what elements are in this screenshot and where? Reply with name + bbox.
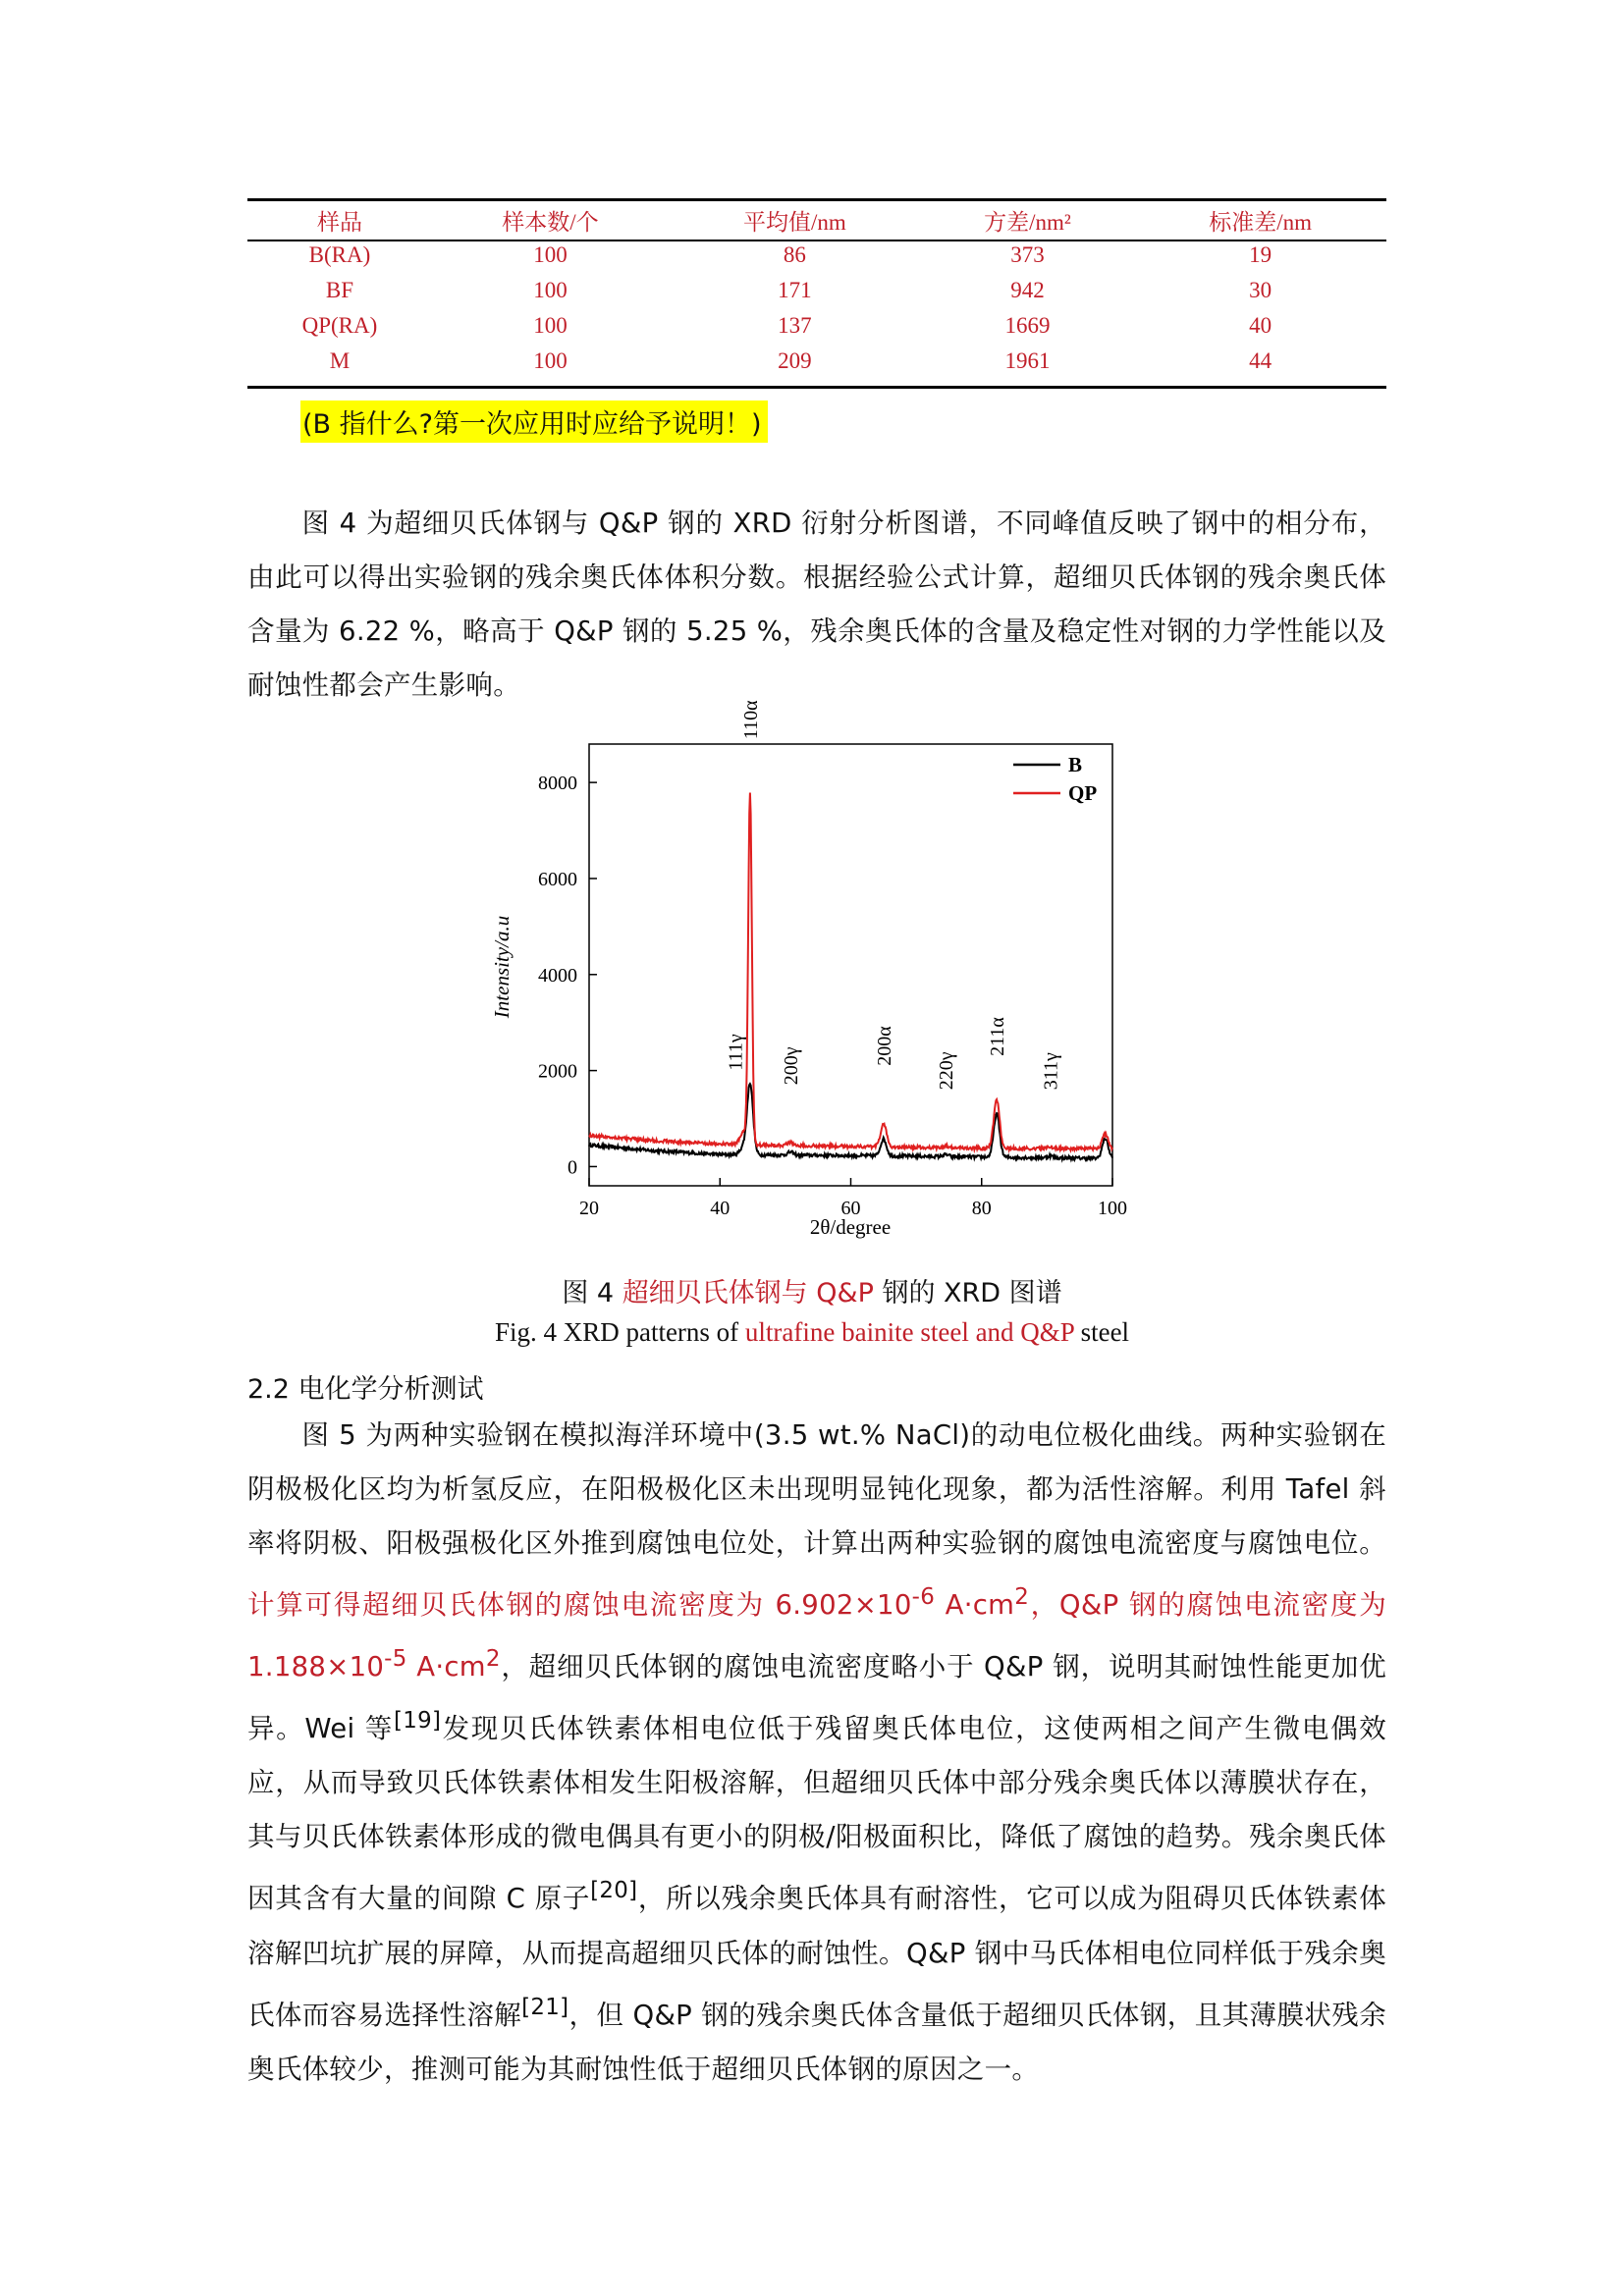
table-row (247, 238, 1386, 273)
table-header: 平均值/nm (743, 209, 846, 235)
citation: [20] (590, 1878, 638, 1904)
section-heading: 2.2 电化学分析测试 (247, 1374, 484, 1405)
table-cell: 40 (1249, 313, 1272, 338)
highlight-text: A·cm (406, 1651, 486, 1683)
y-axis-label: Intensity/a.u (490, 915, 514, 1019)
table-header: 样本数/个 (502, 209, 599, 235)
caption-cn-highlight: 超细贝氏体钢与 Q&P (622, 1278, 874, 1308)
figure-caption-cn (0, 1271, 1624, 1309)
y-tick-label: 8000 (538, 773, 577, 795)
table-cell: 100 (533, 348, 568, 373)
table-row (247, 344, 1386, 379)
x-tick-label: 100 (1098, 1198, 1127, 1219)
peak-label: 220γ (936, 1051, 958, 1091)
paragraph-text: ，超细贝氏体钢的腐蚀电流密度略小于 Q&P 钢，说明其耐蚀性能更加优异。Wei 等 (247, 1651, 1386, 1745)
superscript: 2 (485, 1646, 501, 1673)
x-axis-label: 2θ/degree (809, 1215, 892, 1239)
caption-cn-suffix: 钢的 XRD 图谱 (873, 1278, 1062, 1308)
caption-cn-prefix: 图 4 (562, 1278, 623, 1308)
table-row (247, 308, 1386, 344)
table-cell: 209 (778, 348, 812, 373)
table-top-rule (247, 198, 1386, 201)
x-tick-label: 20 (579, 1198, 599, 1219)
series-lines (589, 793, 1112, 1160)
table-header-rule (247, 240, 1386, 241)
table-cell: 100 (533, 242, 568, 267)
paragraph-text: ，但 Q&P 钢的残余奥氏体含量低于超细贝氏体钢，且其薄膜状残余奥氏体较少，推测可能为其耐蚀性低于超细贝氏体钢的原因之一。 (247, 1999, 1386, 2085)
highlight-text: A·cm (935, 1589, 1015, 1622)
y-tick-label: 2000 (538, 1060, 577, 1083)
table-cell: 100 (533, 278, 568, 302)
caption-en-highlight: ultrafine bainite steel and Q&P (744, 1317, 1074, 1347)
reviewer-note: (B 指什么?第一次应用时应给予说明！) (300, 400, 768, 443)
table-cell: BF (325, 278, 354, 302)
highlight-text: 计算可得超细贝氏体钢的腐蚀电流密度为 6.902×10 (247, 1589, 912, 1622)
paragraph-text: 图 4 为超细贝氏体钢与 Q&P 钢的 XRD 衍射分析图谱，不同峰值反映了钢中的相分布，由此可以得出实验钢的残余奥氏体体积分数。根据经验公式计算，超细贝氏体钢的残余奥氏体含量为 6.22 %，略高于 Q&P 钢的 5.25 %，残余奥氏体的含量及稳定性对钢的力学性能以及耐蚀性都会产生影响。 (247, 507, 1386, 701)
table-cell: 100 (533, 313, 568, 338)
x-axis (579, 1178, 1127, 1219)
peak-labels (726, 700, 1062, 1090)
table-cell: 19 (1249, 242, 1272, 267)
legend-label-b: B (1068, 753, 1083, 776)
x-tick-label: 60 (840, 1198, 861, 1219)
x-tick-label: 40 (710, 1198, 731, 1219)
y-tick-label: 0 (568, 1156, 577, 1179)
table-header: 方差/nm² (984, 209, 1071, 235)
table-cell: M (329, 348, 351, 373)
table-cell: 86 (783, 242, 806, 267)
figure-caption-en (0, 1317, 1624, 1348)
legend-label-qp: QP (1068, 781, 1098, 805)
peak-label: 311γ (1040, 1052, 1062, 1091)
peak-label: 211α (987, 1017, 1009, 1056)
table-bottom-rule (247, 386, 1386, 389)
highlight-text: ，Q&P 钢的腐蚀电流密度为 1.188×10 (247, 1589, 1386, 1683)
peak-label: 111γ (725, 1034, 747, 1071)
table-cell: 1961 (1004, 348, 1051, 373)
table-header-row (247, 202, 1386, 238)
legend (1013, 753, 1097, 805)
table-cell: 1669 (1004, 313, 1051, 338)
y-tick-label: 4000 (538, 964, 577, 987)
table-header: 标准差/nm (1209, 209, 1312, 235)
caption-en-prefix: Fig. 4 XRD patterns of (494, 1317, 745, 1347)
peak-label: 200α (873, 1026, 895, 1066)
table-cell: 44 (1249, 348, 1272, 373)
superscript: -6 (911, 1584, 936, 1610)
table-cell: 942 (1010, 278, 1045, 302)
series-line-qp (589, 793, 1112, 1150)
plot-frame (589, 744, 1112, 1186)
citation: [19] (393, 1708, 442, 1735)
table-cell: 373 (1010, 242, 1045, 267)
superscript: -5 (384, 1646, 407, 1673)
xrd-chart (471, 700, 1159, 1252)
y-tick-label: 6000 (538, 868, 577, 890)
superscript: 2 (1014, 1584, 1030, 1610)
peak-label: 200γ (781, 1046, 803, 1086)
caption-en-suffix: steel (1073, 1317, 1130, 1347)
table-cell: QP(RA) (301, 313, 378, 338)
table-cell: 137 (778, 313, 812, 338)
table-header: 样品 (316, 209, 362, 235)
peak-label: 110α (739, 700, 762, 740)
x-tick-label: 80 (971, 1198, 992, 1219)
table-row (247, 273, 1386, 308)
paragraph-text: 发现贝氏体铁素体相电位低于残留奥氏体电位，这使两相之间产生微电偶效应，从而导致贝氏体铁素体相发生阳极溶解，但超细贝氏体中部分残余奥氏体以薄膜状存在，其与贝氏体铁素体形成的微电偶具有更小的阴极/阳极面积比，降低了腐蚀的趋势。残余奥氏体因其含有大量的间隙 C 原子 (247, 1713, 1386, 1915)
paragraph-text: 图 5 为两种实验钢在模拟海洋环境中(3.5 wt.% NaCl)的动电位极化曲线。两种实验钢在阴极极化区均为析氢反应，在阳极极化区未出现明显钝化现象，都为活性溶解。利用 Tafel 斜率将阴极、阳极强极化区外推到腐蚀电位处，计算出两种实验钢的腐蚀电流密度与腐蚀电位。 (247, 1419, 1386, 1559)
paragraph-text: ，所以残余奥氏体具有耐溶性，它可以成为阻碍贝氏体铁素体溶解凹坑扩展的屏障，从而提高超细贝氏体的耐蚀性。Q&P 钢中马氏体相电位同样低于残余奥氏体而容易选择性溶解 (247, 1883, 1386, 2031)
stats-table (247, 202, 1386, 379)
table-cell: 171 (778, 278, 812, 302)
table-cell: 30 (1249, 278, 1272, 302)
citation: [21] (521, 1994, 569, 2020)
paragraph-electrochem (247, 1409, 1386, 2097)
table-cell: B(RA) (308, 242, 371, 267)
y-axis (538, 773, 597, 1178)
paragraph-xrd (247, 497, 1386, 713)
